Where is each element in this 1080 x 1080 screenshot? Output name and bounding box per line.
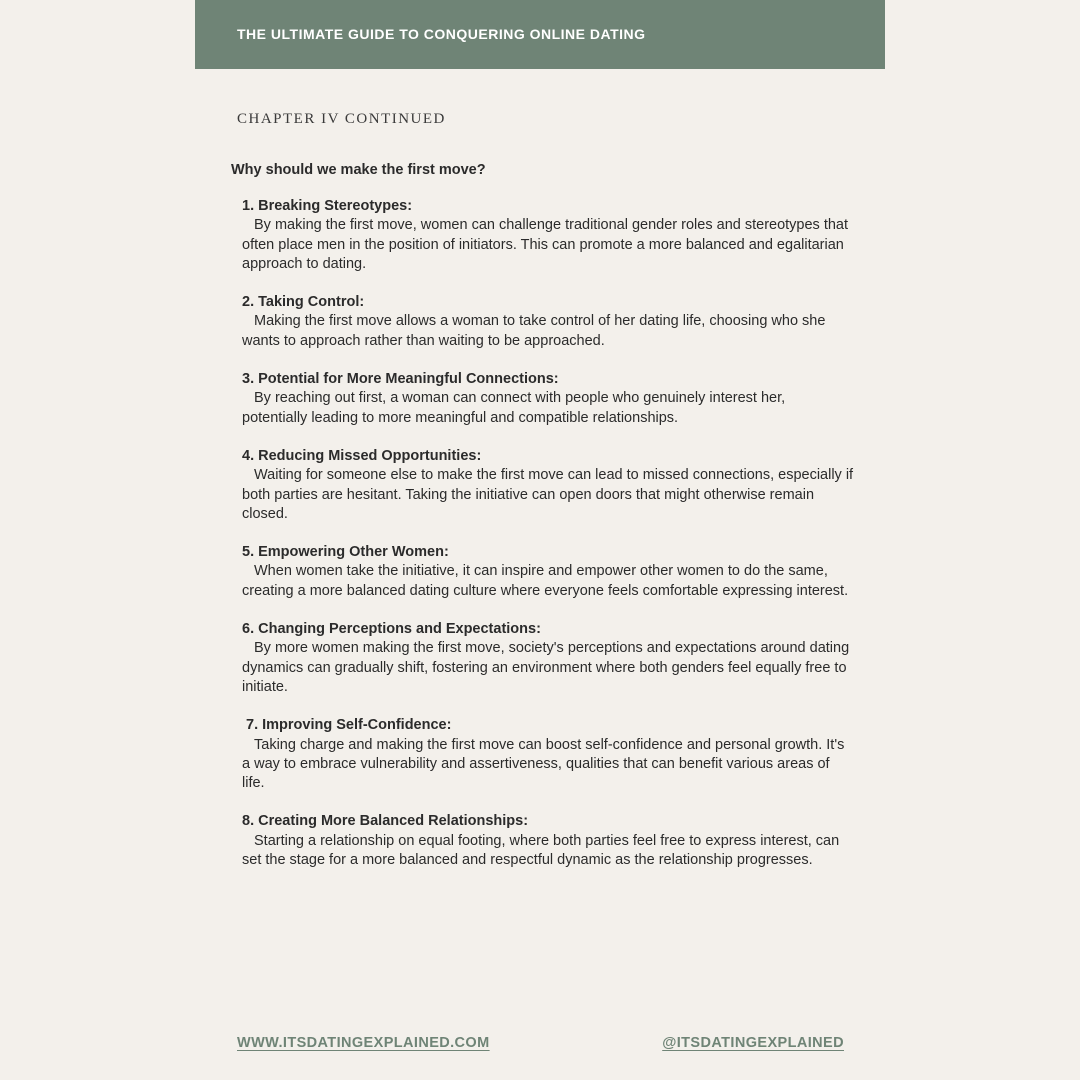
point-title: 2. Taking Control: bbox=[242, 294, 365, 311]
point-title: 3. Potential for More Meaningful Connections: bbox=[242, 371, 559, 388]
point-title: 7. Improving Self-Confidence: bbox=[246, 717, 452, 734]
point-title: 1. Breaking Stereotypes: bbox=[242, 198, 413, 214]
point-title: 5. Empowering Other Women: bbox=[242, 544, 449, 561]
intro-question: Why should we make the first move? bbox=[231, 162, 486, 178]
list-item bbox=[242, 197, 854, 274]
list-item bbox=[242, 447, 854, 524]
point-body: Taking charge and making the first move can boost self-confidence and personal growth. It's a way to embrace vulnerability and assertiveness, qualities that can benefit various areas of life. bbox=[242, 736, 845, 792]
point-title: 8. Creating More Balanced Relationships: bbox=[242, 813, 529, 830]
point-body: By making the first move, women can challenge traditional gender roles and stereotypes that often place men in the position of initiators. This can promote a more balanced and egalitarian approach to dating. bbox=[242, 217, 849, 272]
list-item bbox=[242, 370, 854, 428]
website-link[interactable]: WWW.ITSDATINGEXPLAINED.COM bbox=[237, 1035, 490, 1051]
point-title: 4. Reducing Missed Opportunities: bbox=[242, 447, 482, 464]
list-item bbox=[242, 293, 854, 351]
list-item bbox=[242, 812, 854, 870]
list-item bbox=[242, 543, 854, 601]
chapter-heading: CHAPTER IV CONTINUED bbox=[237, 111, 446, 127]
point-body: Starting a relationship on equal footing, where both parties feel free to express interest, can set the stage for a more balanced and respectful dynamic as the relationship progresses. bbox=[242, 832, 840, 869]
point-body: By reaching out first, a woman can connect with people who genuinely interest her, potentially leading to more meaningful and compatible relationships. bbox=[242, 390, 786, 426]
point-title: 6. Changing Perceptions and Expectations: bbox=[242, 621, 541, 638]
point-body: Making the first move allows a woman to take control of her dating life, choosing who she wants to approach rather than waiting to be approached. bbox=[242, 313, 826, 349]
point-body: Waiting for someone else to make the first move can lead to missed connections, especially if both parties are hesitant. Taking the initiative can open doors that might otherwise remain closed. bbox=[242, 467, 854, 522]
list-item bbox=[242, 716, 854, 793]
points-list bbox=[242, 197, 854, 889]
social-handle-link[interactable]: @ITSDATINGEXPLAINED bbox=[662, 1035, 844, 1051]
point-body: By more women making the first move, society's perceptions and expectations around dating dynamics can gradually shift, fostering an environment where both genders feel equally free to initiate. bbox=[242, 640, 850, 695]
point-body: When women take the initiative, it can inspire and empower other women to do the same, creating a more balanced dating culture where everyone feels comfortable expressing interest. bbox=[242, 563, 849, 599]
guide-title: THE ULTIMATE GUIDE TO CONQUERING ONLINE DATING bbox=[237, 26, 646, 42]
list-item bbox=[242, 620, 854, 697]
header-bar bbox=[195, 0, 885, 69]
